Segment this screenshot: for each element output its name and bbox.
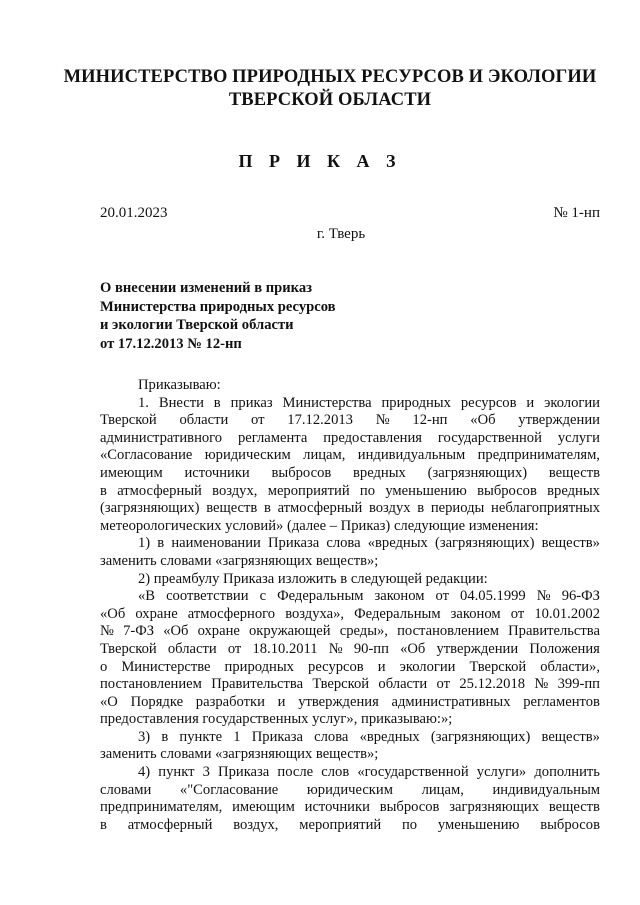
body-line: в атмосферный воздух, мероприятий по уменьшению выбросов вредных	[100, 482, 600, 499]
document-date: 20.01.2023	[100, 205, 168, 221]
body-line: 4) пункт 3 Приказа после слов «государственной услуги» дополнить	[138, 764, 600, 781]
body-line: «Об охране атмосферного воздуха», Федеральным законом от 10.01.2002	[100, 605, 600, 622]
subject-line: от 17.12.2013 № 12-нп	[100, 335, 242, 352]
body-line: Тверской области от 18.10.2011 № 90-пп «Об утверждении Положения	[100, 640, 600, 657]
body-line: «Согласование юридическим лицам, индивидуальным предпринимателям,	[100, 447, 600, 464]
body-line: «В соответствии с Федеральным законом от 04.05.1999 № 96-ФЗ	[138, 588, 600, 605]
body-line: 1. Внести в приказ Министерства природных ресурсов и экологии	[138, 394, 600, 411]
body-line: метеорологических условий» (далее – Приказ) следующие изменения:	[100, 517, 539, 534]
body-line: (загрязняющих) веществ в атмосферный воздух в периоды неблагоприятных	[100, 500, 600, 517]
document-body	[100, 377, 600, 834]
subject-line: Министерства природных ресурсов	[100, 298, 336, 315]
ministry-heading-line1: МИНИСТЕРСТВО ПРИРОДНЫХ РЕСУРСОВ И ЭКОЛОГИИ	[63, 67, 597, 87]
body-line: в атмосферный воздух, мероприятий по уменьшению выбросов	[100, 816, 600, 833]
body-line: 3) в пункте 1 Приказа слова «вредных (загрязняющих) веществ»	[138, 728, 600, 745]
body-line: «О Порядке разработки и утверждения административных регламентов	[100, 693, 600, 710]
body-line: 2) преамбулу Приказа изложить в следующей редакции:	[138, 570, 488, 587]
document-number: № 1-нп	[553, 205, 600, 221]
body-line: предоставления государственных услуг», приказываю:»;	[100, 711, 453, 728]
body-line: заменить словами «загрязняющих веществ»;	[100, 746, 379, 763]
ministry-heading-line2: ТВЕРСКОЙ ОБЛАСТИ	[228, 90, 432, 110]
subject-line: и экологии Тверской области	[100, 317, 294, 333]
document-city: г. Тверь	[316, 226, 366, 242]
document-type-title: П Р И К А З	[238, 151, 402, 171]
body-line: Тверской области от 17.12.2013 № 12-нп «Об утверждении	[100, 412, 600, 429]
body-line: постановлением Правительства Тверской области от 25.12.2018 № 399-пп	[100, 676, 600, 693]
document-subject	[100, 279, 400, 353]
body-line: Приказываю:	[138, 377, 221, 393]
body-line: административного регламента предоставления государственной услуги	[100, 429, 600, 446]
subject-line: О внесении изменений в приказ	[100, 280, 313, 296]
body-line: о Министерстве природных ресурсов и экологии Тверской области»,	[100, 658, 600, 675]
body-line: словами «"Согласование юридическим лицам, индивидуальным	[100, 781, 600, 798]
body-line: 1) в наименовании Приказа слова «вредных (загрязняющих) веществ»	[138, 535, 600, 552]
ministry-heading	[60, 66, 600, 112]
body-line: заменить словами «загрязняющих веществ»;	[100, 552, 379, 569]
body-line: № 7-ФЗ «Об охране окружающей среды», постановлением Правительства	[100, 623, 600, 640]
body-line: предпринимателям, имеющим источники выбросов загрязняющих веществ	[100, 799, 600, 816]
body-line: имеющим источники выбросов вредных (загрязняющих) веществ	[100, 464, 600, 481]
